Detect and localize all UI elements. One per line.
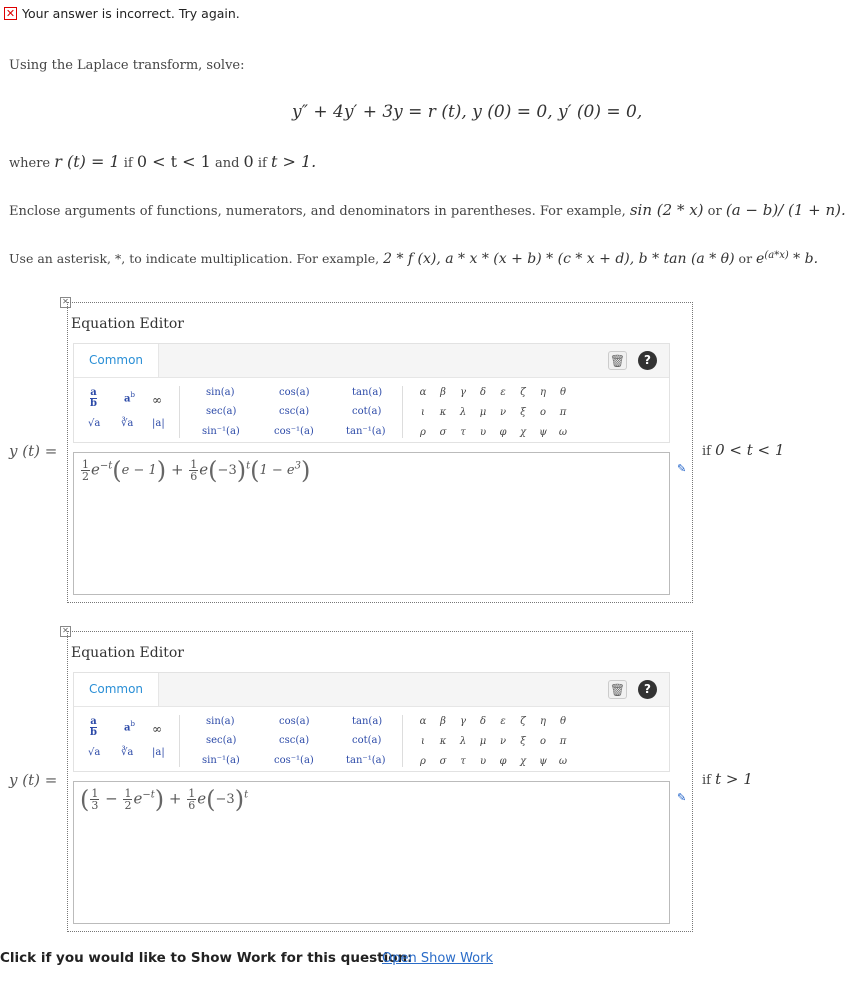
greek-upsilon[interactable]: υ (479, 427, 487, 438)
arctan-button[interactable]: tan⁻¹(a) (346, 755, 386, 766)
sin-button[interactable]: sin(a) (206, 387, 235, 398)
y-label-2: y (t) = (9, 771, 58, 789)
editor-toolbar (73, 343, 670, 443)
divider (402, 715, 403, 767)
greek-iota[interactable]: ι (421, 407, 425, 418)
y-label-1: y (t) = (9, 442, 58, 460)
arcsin-button[interactable]: sin⁻¹(a) (202, 755, 240, 766)
equation-editor-1 (67, 302, 693, 603)
greek-nu[interactable]: ν (499, 736, 507, 747)
sqrt-button[interactable]: √a (88, 747, 101, 758)
fraction: $\frac{1}{2}$ (124, 787, 132, 812)
trash-icon[interactable]: 🗑 (608, 680, 627, 699)
infinity-button[interactable]: ∞ (152, 722, 162, 736)
show-work-prompt: Click if you would like to Show Work for this question: (0, 950, 413, 966)
editor-toolbar (73, 672, 670, 772)
tan-button[interactable]: tan(a) (352, 387, 383, 398)
greek-alpha[interactable]: α (419, 716, 427, 727)
exp-base: e (756, 251, 765, 268)
arccos-button[interactable]: cos⁻¹(a) (274, 755, 314, 766)
answer-expression: ( $\frac{1}{3}$ − $\frac{1}{2}$ $e^{-t}$) + $\frac{1}{6}$ $e(-3)^t$ (80, 785, 249, 814)
greek-beta[interactable]: β (440, 716, 446, 727)
enclose-example-1: sin (2 * x) (629, 201, 704, 219)
answer-input-1[interactable] (73, 452, 670, 595)
greek-nu[interactable]: ν (499, 407, 507, 418)
toolbar-tabbar (74, 673, 669, 707)
greek-pi[interactable]: π (559, 736, 567, 747)
greek-epsilon[interactable]: ε (500, 387, 506, 398)
greek-kappa[interactable]: κ (439, 407, 447, 418)
sec-button[interactable]: sec(a) (206, 406, 237, 417)
greek-phi[interactable]: φ (499, 756, 507, 767)
result-status (4, 6, 240, 21)
greek-upsilon[interactable]: υ (479, 756, 487, 767)
abs-button[interactable]: |a| (152, 747, 165, 758)
result-message: Your answer is incorrect. Try again. (22, 6, 240, 21)
or-word-2: or (734, 251, 757, 267)
divider (179, 715, 180, 767)
open-show-work-link[interactable]: Open Show Work (382, 951, 493, 966)
csc-button[interactable]: csc(a) (279, 406, 310, 417)
ode-equation: y″ + 4y′ + 3y = r (t), y (0) = 0, y′ (0) = 0, (292, 102, 643, 122)
forcing-definition (9, 152, 316, 171)
sec-button[interactable]: sec(a) (206, 735, 237, 746)
greek-tau[interactable]: τ (460, 756, 466, 767)
fraction: $\frac{1}{6}$ (188, 787, 196, 812)
asterisk-example-end: * b. (788, 251, 819, 268)
asterisk-text: Use an asterisk, *, to indicate multiplication. For example, (9, 251, 384, 267)
greek-omega[interactable]: ω (558, 427, 568, 438)
greek-pi[interactable]: π (559, 407, 567, 418)
trash-icon[interactable]: 🗑 (608, 351, 627, 370)
fraction-button[interactable]: a b (90, 387, 97, 409)
r-definition: r (t) = 1 (54, 152, 120, 171)
greek-iota[interactable]: ι (421, 736, 425, 747)
condition-1-label: if 0 < t < 1 (702, 441, 785, 459)
divider (402, 386, 403, 438)
greek-theta[interactable]: θ (559, 716, 567, 727)
toolbar-tabbar (74, 344, 669, 378)
cot-button[interactable]: cot(a) (352, 406, 382, 417)
arccos-button[interactable]: cos⁻¹(a) (274, 426, 314, 437)
infinity-button[interactable]: ∞ (152, 393, 162, 407)
equation-editor-2 (67, 631, 693, 932)
greek-eta[interactable]: η (540, 387, 546, 398)
help-icon[interactable]: ? (638, 351, 657, 370)
power-button[interactable]: $a^b$ (124, 391, 135, 405)
edit-pencil-icon[interactable]: ✎ (677, 462, 687, 475)
greek-zeta[interactable]: ζ (520, 716, 526, 727)
close-x-icon: ✕ (5, 7, 16, 20)
greek-psi[interactable]: ψ (539, 427, 547, 438)
greek-xi[interactable]: ξ (520, 407, 526, 418)
greek-delta[interactable]: δ (479, 716, 487, 727)
greek-beta[interactable]: β (440, 387, 446, 398)
fraction: $\frac{1}{2}$ (82, 458, 89, 483)
greek-alpha[interactable]: α (419, 387, 427, 398)
greek-mu[interactable]: μ (479, 407, 487, 418)
greek-xi[interactable]: ξ (520, 736, 526, 747)
cos-button[interactable]: cos(a) (279, 387, 310, 398)
answer-input-2[interactable] (73, 781, 670, 924)
question-intro: Using the Laplace transform, solve: (9, 58, 245, 73)
greek-gamma[interactable]: γ (460, 716, 466, 727)
condition-2: t > 1. (270, 152, 317, 171)
or-word: or (703, 204, 726, 219)
condition-2-label: if t > 1 (702, 770, 753, 788)
greek-lambda[interactable]: λ (459, 736, 467, 747)
where-prefix: where (9, 156, 55, 171)
editor-2-close-icon[interactable]: ✕ (60, 626, 71, 637)
if-word-2: if (253, 156, 271, 171)
greek-zeta[interactable]: ζ (520, 387, 526, 398)
divider (179, 386, 180, 438)
power-button[interactable]: $a^b$ (124, 720, 135, 734)
fraction: $\frac{1}{6}$ (190, 458, 198, 483)
exp-superscript: (a*x) (764, 250, 789, 261)
csc-button[interactable]: csc(a) (279, 735, 310, 746)
fraction-button[interactable]: a b (90, 716, 97, 738)
greek-chi[interactable]: χ (519, 427, 527, 438)
condition-1: 0 < t < 1 (136, 152, 211, 171)
asterisk-example: 2 * f (x), a * x * (x + b) * (c * x + d), b * tan (a * θ) (383, 251, 735, 268)
greek-theta[interactable]: θ (559, 387, 567, 398)
greek-eta[interactable]: η (540, 716, 546, 727)
arctan-button[interactable]: tan⁻¹(a) (346, 426, 386, 437)
enclose-text: Enclose arguments of functions, numerators, and denominators in parentheses. For example, (9, 204, 630, 219)
editor-title: Equation Editor (71, 645, 184, 661)
greek-gamma[interactable]: γ (460, 387, 466, 398)
greek-psi[interactable]: ψ (539, 756, 547, 767)
answer-expression: $\frac{1}{2}$ $e^{-t}(e - 1)$ + $\frac{1}{6}$ $e(-3)^t(1 - e^3)$ (82, 456, 311, 485)
arcsin-button[interactable]: sin⁻¹(a) (202, 426, 240, 437)
greek-lambda[interactable]: λ (459, 407, 467, 418)
zero-value: 0 (243, 152, 254, 171)
cos-button[interactable]: cos(a) (279, 716, 310, 727)
nth-root-button[interactable]: ∛a (121, 418, 134, 429)
abs-button[interactable]: |a| (152, 418, 165, 429)
edit-pencil-icon[interactable]: ✎ (677, 791, 687, 804)
sqrt-button[interactable]: √a (88, 418, 101, 429)
tab-common[interactable]: Common (74, 673, 159, 706)
greek-sigma[interactable]: σ (439, 427, 447, 438)
greek-phi[interactable]: φ (499, 427, 507, 438)
greek-tau[interactable]: τ (460, 427, 466, 438)
fraction: $\frac{1}{3}$ (91, 787, 99, 812)
editor-1-close-icon[interactable]: ✕ (60, 297, 71, 308)
greek-rho[interactable]: ρ (420, 756, 426, 767)
greek-mu[interactable]: μ (479, 736, 487, 747)
greek-delta[interactable]: δ (479, 387, 487, 398)
greek-epsilon[interactable]: ε (500, 716, 506, 727)
tan-button[interactable]: tan(a) (352, 716, 383, 727)
if-word: if (119, 156, 137, 171)
greek-sigma[interactable]: σ (439, 756, 447, 767)
and-word: and (210, 156, 244, 171)
greek-omicron[interactable]: ο (539, 736, 547, 747)
asterisk-instructions (9, 250, 818, 267)
greek-omega[interactable]: ω (558, 756, 568, 767)
sin-button[interactable]: sin(a) (206, 716, 235, 727)
greek-omicron[interactable]: ο (539, 407, 547, 418)
nth-root-button[interactable]: ∛a (121, 747, 134, 758)
help-icon[interactable]: ? (638, 680, 657, 699)
greek-chi[interactable]: χ (519, 756, 527, 767)
enclose-example-2: (a − b)/ (1 + n). (725, 201, 846, 219)
greek-kappa[interactable]: κ (439, 736, 447, 747)
editor-title: Equation Editor (71, 316, 184, 332)
greek-rho[interactable]: ρ (420, 427, 426, 438)
tab-common[interactable]: Common (74, 344, 159, 377)
enclose-instructions (9, 201, 846, 219)
cot-button[interactable]: cot(a) (352, 735, 382, 746)
